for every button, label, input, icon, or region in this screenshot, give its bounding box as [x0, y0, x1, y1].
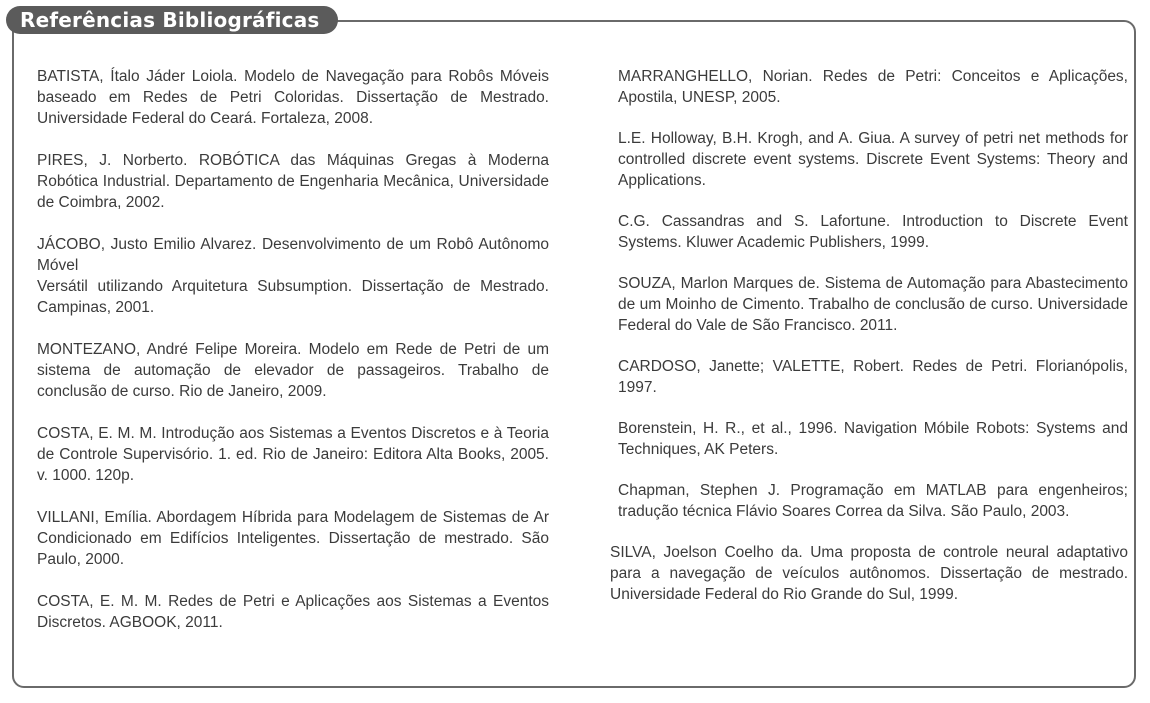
reference-item: JÁCOBO, Justo Emilio Alvarez. Desenvolvimento de um Robô Autônomo Móvel Versátil utilizando Arquitetura Subsumption. Dissertação de Mestrado. Campinas, 2001. [37, 236, 549, 316]
reference-item: MARRANGHELLO, Norian. Redes de Petri: Conceitos e Aplicações, Apostila, UNESP, 2005. [618, 68, 1128, 106]
reference-item: MONTEZANO, André Felipe Moreira. Modelo em Rede de Petri de um sistema de automação de elevador de passageiros. Trabalho de conclusão de curso. Rio de Janeiro, 2009. [37, 341, 549, 400]
reference-item: VILLANI, Emília. Abordagem Híbrida para Modelagem de Sistemas de Ar Condicionado em Edifícios Inteligentes. Dissertação de mestrado. São Paulo, 2000. [37, 509, 549, 568]
references-column-left [37, 66, 549, 654]
reference-item: C.G. Cassandras and S. Lafortune. Introduction to Discrete Event Systems. Kluwer Academic Publishers, 1999. [618, 213, 1128, 251]
reference-item: SOUZA, Marlon Marques de. Sistema de Automação para Abastecimento de um Moinho de Cimento. Trabalho de conclusão de curso. Universidade Federal do Vale de São Francisco. 2011. [618, 275, 1128, 334]
reference-item: COSTA, E. M. M. Redes de Petri e Aplicações aos Sistemas a Eventos Discretos. AGBOOK, 2011. [37, 593, 549, 631]
reference-item: PIRES, J. Norberto. ROBÓTICA das Máquinas Gregas à Moderna Robótica Industrial. Departamento de Engenharia Mecânica, Universidade de Coimbra, 2002. [37, 152, 549, 211]
reference-item: COSTA, E. M. M. Introdução aos Sistemas a Eventos Discretos e à Teoria de Controle Supervisório. 1. ed. Rio de Janeiro: Editora Alta Books, 2005. v. 1000. 120p. [37, 425, 549, 484]
reference-item: L.E. Holloway, B.H. Krogh, and A. Giua. A survey of petri net methods for controlled discrete event systems. Discrete Event Systems: Theory and Applications. [618, 130, 1128, 189]
reference-item: BATISTA, Ítalo Jáder Loiola. Modelo de Navegação para Robôs Móveis baseado em Redes de Petri Coloridas. Dissertação de Mestrado. Universidade Federal do Ceará. Fortaleza, 2008. [37, 68, 549, 127]
references-column-right [610, 66, 1128, 625]
reference-item: CARDOSO, Janette; VALETTE, Robert. Redes de Petri. Florianópolis, 1997. [618, 358, 1128, 396]
reference-item: SILVA, Joelson Coelho da. Uma proposta de controle neural adaptativo para a navegação de veículos autônomos. Dissertação de mestrado. Universidade Federal do Rio Grande do Sul, 1999. [610, 544, 1128, 603]
reference-item: Chapman, Stephen J. Programação em MATLAB para engenheiros; tradução técnica Flávio Soares Correa da Silva. São Paulo, 2003. [618, 482, 1128, 520]
reference-item: Borenstein, H. R., et al., 1996. Navigation Móbile Robots: Systems and Techniques, AK Peters. [618, 420, 1128, 458]
section-title: Referências Bibliográficas [6, 6, 338, 34]
